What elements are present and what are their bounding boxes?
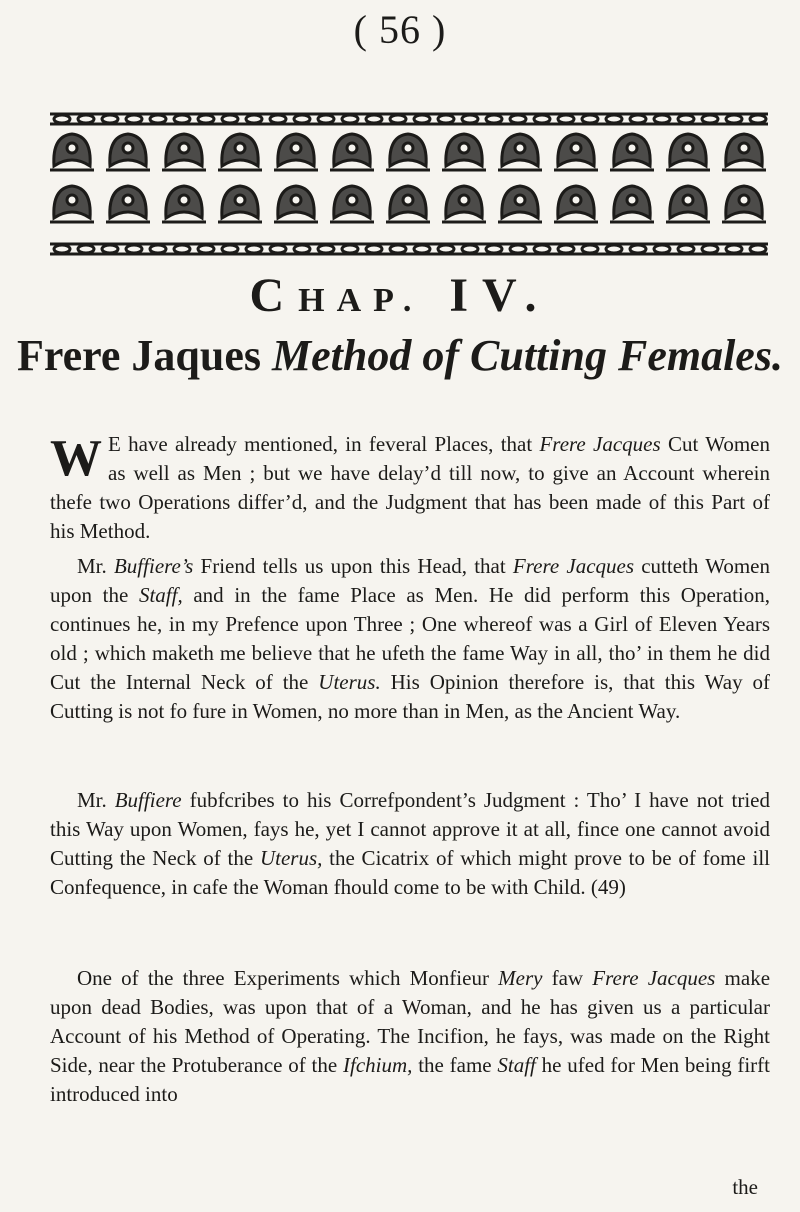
chain-link — [414, 115, 430, 123]
chain-link — [126, 115, 142, 123]
chain-link — [318, 115, 334, 123]
chain-link — [390, 245, 406, 253]
motif-eye — [347, 143, 357, 153]
chapter-number: IV. — [449, 269, 551, 322]
chapter-title-roman: Frere Jaques — [17, 331, 262, 380]
chain-link — [438, 245, 454, 253]
chain-link — [150, 115, 166, 123]
chain-link — [366, 115, 382, 123]
chain-link — [102, 245, 118, 253]
chain-link — [294, 245, 310, 253]
chain-link — [582, 245, 598, 253]
chapter-heading-word: HAP. — [298, 282, 424, 319]
italic-run: Staff, — [138, 583, 183, 607]
chain-link — [78, 245, 94, 253]
motif-eye — [179, 195, 189, 205]
catchword: the — [732, 1175, 758, 1199]
italic-run: Uterus. — [318, 670, 381, 694]
chain-link — [630, 245, 646, 253]
italic-run: Frere Jacques — [592, 966, 716, 990]
decorative-border — [50, 108, 768, 258]
motif-eye — [459, 143, 469, 153]
motif-eye — [683, 195, 693, 205]
chain-link — [510, 245, 526, 253]
chain-link — [486, 245, 502, 253]
motif-eye — [123, 143, 133, 153]
paragraph-2 — [50, 552, 770, 726]
chain-link — [174, 115, 190, 123]
chapter-title — [0, 330, 800, 381]
text-run: fubfcribes to his Correfpondent’s Judgment : Tho’ I have not tried this Way upon Women, fays he, yet I cannot approve it at all, fince one cannot avoid Cutting the Neck of the — [50, 788, 770, 870]
motif-eye — [739, 195, 749, 205]
chain-link — [222, 245, 238, 253]
text-run: His Opinion therefore is, that this Way of Cutting is not fo fure in Women, no more than in Men, as the Ancient Way. — [50, 670, 771, 723]
text-run: make upon dead Bodies, was upon that of a Woman, and he has given us a particular Account of his Method of Operating. The Incifion, he fays, was made on the Right Side, near the Protuberance of the — [50, 966, 771, 1077]
chain-link — [54, 115, 70, 123]
chain-link — [750, 115, 766, 123]
chain-link — [54, 245, 70, 253]
motif-eye — [571, 143, 581, 153]
chain-link — [726, 245, 742, 253]
chain-link — [366, 245, 382, 253]
motif-eye — [347, 195, 357, 205]
chain-link — [726, 115, 742, 123]
italic-run: Ifchium, — [343, 1053, 413, 1077]
chain-link — [678, 115, 694, 123]
chain-link — [582, 115, 598, 123]
chain-link — [126, 245, 142, 253]
chain-link — [342, 115, 358, 123]
text-run: Cut Women as well as Men ; but we have delay’d till now, to give an Account wherein thefe two Operations differ’d, and the Judgment that has been made of this Part of his Method. — [50, 432, 770, 543]
text-run: One of the three Experiments which Monfieur — [77, 966, 499, 990]
chain-link — [390, 115, 406, 123]
chain-link — [222, 115, 238, 123]
italic-run: Buffiere’s — [113, 554, 194, 578]
motif-eye — [291, 195, 301, 205]
chain-link — [702, 245, 718, 253]
chain-link — [606, 245, 622, 253]
chain-link — [654, 245, 670, 253]
motif-eye — [67, 143, 77, 153]
chain-link — [702, 115, 718, 123]
chain-link — [510, 115, 526, 123]
chain-link — [198, 245, 214, 253]
chain-link — [174, 245, 190, 253]
chain-link — [534, 245, 550, 253]
italic-run: Uterus, — [259, 846, 323, 870]
motif-eye — [627, 143, 637, 153]
chapter-title-italic: Method of Cutting Females. — [272, 331, 783, 380]
chapter-heading-initial: C — [249, 269, 299, 322]
italic-run: Frere Jacques — [539, 432, 661, 456]
text-run: and in the fame Place as Men. He did perform this Operation, continues he, in my Prefence upon Three ; One whereof was a Girl of Eleven Years old ; which maketh me believe that he ufeth the fame Way in all, tho’ in them he did Cut the Internal Neck of the — [50, 583, 770, 694]
chain-link — [246, 115, 262, 123]
paragraph-4 — [50, 964, 770, 1109]
italic-run: Buffiere — [114, 788, 182, 812]
motif-eye — [739, 143, 749, 153]
motif-eye — [291, 143, 301, 153]
motif-eye — [459, 195, 469, 205]
chain-link — [294, 115, 310, 123]
chain-link — [558, 115, 574, 123]
text-run: faw — [542, 966, 593, 990]
chain-link — [270, 245, 286, 253]
chain-link — [630, 115, 646, 123]
chain-link — [654, 115, 670, 123]
paragraph-1 — [50, 430, 770, 546]
motif-eye — [67, 195, 77, 205]
italic-run: Mery — [498, 966, 543, 990]
text-run: Friend tells us upon this Head, that — [193, 554, 513, 578]
chain-link — [678, 245, 694, 253]
chapter-heading — [0, 268, 800, 323]
text-run: he ufed for Men being firft introduced into — [50, 1053, 770, 1106]
text-run: cutteth Women upon the — [50, 554, 771, 607]
chain-link — [414, 245, 430, 253]
motif-eye — [515, 195, 525, 205]
chain-link — [534, 115, 550, 123]
chain-link — [558, 245, 574, 253]
chain-link — [750, 245, 766, 253]
motif-eye — [571, 195, 581, 205]
drop-cap: W — [50, 430, 102, 487]
motif-eye — [515, 143, 525, 153]
chain-link — [462, 115, 478, 123]
motif-eye — [683, 143, 693, 153]
chain-link — [198, 115, 214, 123]
text-run: Mr. — [77, 788, 115, 812]
motif-eye — [235, 143, 245, 153]
text-run: Mr. — [77, 554, 114, 578]
chain-link — [342, 245, 358, 253]
motif-eye — [403, 195, 413, 205]
motif-eye — [179, 143, 189, 153]
chain-link — [150, 245, 166, 253]
chain-link — [438, 115, 454, 123]
chain-link — [246, 245, 262, 253]
motif-eye — [123, 195, 133, 205]
text-run: the fame — [412, 1053, 498, 1077]
chain-link — [270, 115, 286, 123]
text-run: E have already mentioned, in feveral Places, that — [108, 432, 540, 456]
motif-eye — [235, 195, 245, 205]
chain-link — [606, 115, 622, 123]
motif-eye — [627, 195, 637, 205]
chain-link — [462, 245, 478, 253]
text-run: the Cicatrix of which might prove to be of fome ill Confequence, in cafe the Woman fhould come to be with Child. (49) — [50, 846, 771, 899]
chain-link — [102, 115, 118, 123]
chain-link — [486, 115, 502, 123]
chain-link — [318, 245, 334, 253]
italic-run: Staff — [497, 1053, 536, 1077]
chain-link — [78, 115, 94, 123]
paragraph-3 — [50, 786, 770, 902]
page-number: ( 56 ) — [353, 7, 447, 52]
italic-run: Frere Jacques — [512, 554, 635, 578]
motif-eye — [403, 143, 413, 153]
